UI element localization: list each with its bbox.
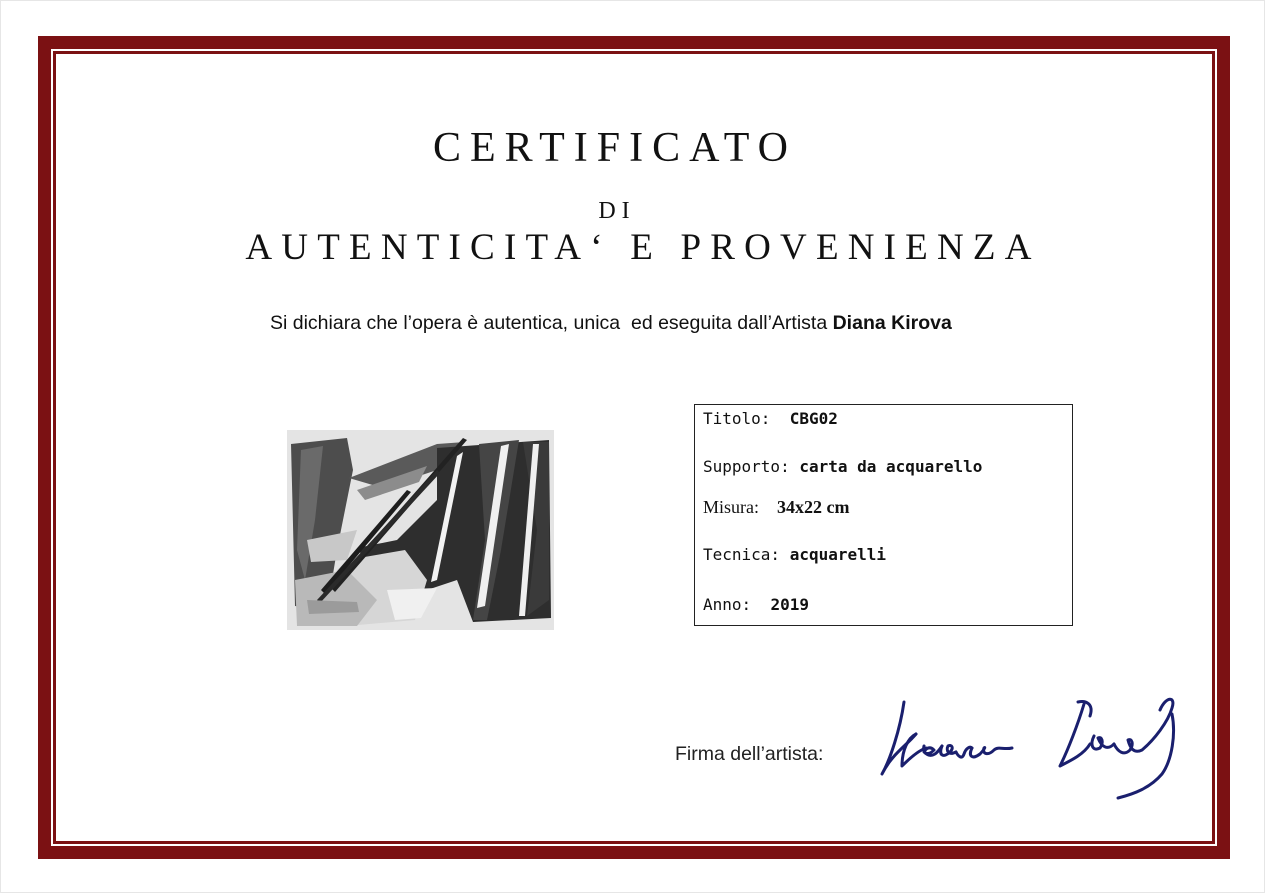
detail-tecnica [703, 545, 886, 564]
signature-label: Firma dell’artista: [675, 743, 824, 765]
titolo-label: Titolo: [703, 409, 771, 428]
detail-titolo [703, 409, 838, 428]
anno-value: 2019 [770, 595, 809, 614]
authenticity-declaration [270, 312, 952, 335]
artist-signature [872, 690, 1192, 805]
artwork-watercolor [287, 430, 554, 630]
certificate-title: CERTIFICATO [432, 125, 798, 171]
detail-anno [703, 595, 809, 614]
anno-label: Anno: [703, 595, 752, 614]
detail-misura [703, 497, 849, 518]
artist-name: Diana Kirova [832, 312, 952, 334]
detail-supporto [703, 457, 982, 476]
certificate-title-connector: DI [598, 198, 636, 224]
artwork-image [287, 430, 554, 630]
supporto-label: Supporto: [703, 457, 790, 476]
declaration-text: Si dichiara che l’opera è autentica, unica ed eseguita dall’Artista [270, 312, 833, 334]
misura-label: Misura: [703, 497, 759, 517]
certificate-subtitle: AUTENTICITA‘ E PROVENIENZA [245, 227, 1041, 268]
tecnica-value: acquarelli [789, 545, 887, 564]
misura-value: 34x22 cm [777, 497, 850, 517]
tecnica-label: Tecnica: [703, 545, 781, 564]
supporto-value: carta da acquarello [799, 457, 983, 476]
titolo-value: CBG02 [789, 409, 838, 428]
artwork-details-box [694, 404, 1073, 626]
